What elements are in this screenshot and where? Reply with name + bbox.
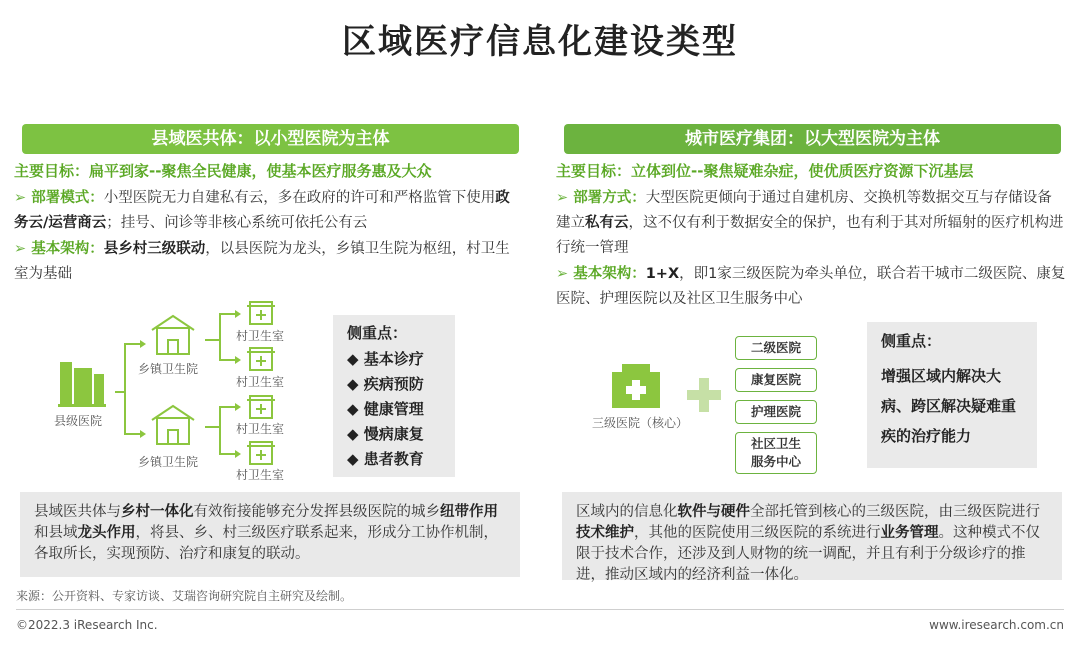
- village-clinic-icon: [247, 396, 275, 418]
- right-banner: 城市医疗集团：以大型医院为主体: [564, 124, 1061, 154]
- arch-text: ，即1家三级医院为牵头单位，联合若干城市二级医院、康复医院、护理医院以及社区卫生服务中心: [556, 266, 1066, 307]
- right-summary: 区域内的信息化软件与硬件全部托管到核心的三级医院，由三级医院进行技术维护，其他的医院使用三级医院的系统进行业务管理。这种模式不仅限于技术合作，还涉及到人财物的统一调配，并且有利于分级诊疗的推进，推动区域内的经济利益一体化。: [562, 492, 1062, 580]
- deploy-text: 大型医院更倾向于通过自建机房、交换机等数据交互与存储设备建立: [556, 190, 1052, 231]
- village-label: 村卫生室: [236, 468, 285, 482]
- deploy-bold: 私有云: [585, 215, 629, 231]
- deploy-text-2: ；挂号、问诊等非核心系统可依托公有云: [106, 215, 368, 231]
- level-box: 社区卫生服务中心: [735, 432, 817, 474]
- focus-item: ◆ 基本诊疗: [347, 350, 424, 368]
- right-arch: [556, 262, 1066, 312]
- arch-bold: 1+X: [645, 266, 680, 282]
- left-goal: 主要目标：扁平到家--聚焦全民健康，使基本医疗服务惠及大众: [14, 162, 432, 180]
- level-box: 二级医院: [735, 336, 817, 360]
- plus-icon: [687, 378, 721, 412]
- deploy-bold: 政务云/运营商云: [14, 190, 510, 231]
- focus-item: ◆ 疾病预防: [347, 375, 424, 393]
- footer-divider: [16, 609, 1064, 610]
- right-goal: 主要目标：立体到位--聚焦疑难杂症，使优质医疗资源下沉基层: [556, 162, 974, 180]
- arch-text: ，以县医院为龙头，乡镇卫生院为枢纽，村卫生室为基础: [14, 241, 510, 282]
- core-hospital-diagram: [600, 360, 730, 420]
- level-box: 康复医院: [735, 368, 817, 392]
- village-label: 村卫生室: [236, 422, 285, 436]
- focus-text: 增强区域内解决大病、跨区解决疑难重疾的治疗能力: [881, 367, 1017, 445]
- village-label: 村卫生室: [236, 329, 285, 343]
- focus-header: 侧重点：: [881, 332, 942, 350]
- village-label: 村卫生室: [236, 375, 285, 389]
- township-clinic-icon: [152, 406, 194, 444]
- page-title: 区域医疗信息化建设类型: [342, 22, 738, 62]
- deploy-label: 部署模式：: [31, 190, 104, 206]
- village-clinic-icon: [247, 302, 275, 324]
- left-deploy: [14, 186, 519, 236]
- deploy-text: 小型医院无力自建私有云，多在政府的许可和严格监管下使用: [103, 190, 496, 206]
- arrow-bullet-icon: ➢: [14, 190, 32, 206]
- arrow-bullet-icon: ➢: [14, 241, 32, 257]
- village-clinic-icon: [247, 348, 275, 370]
- core-hospital-label: 三级医院（核心）: [592, 416, 689, 430]
- deploy-label: 部署方式：: [573, 190, 646, 206]
- right-focus-box: [867, 322, 1037, 468]
- arch-label: 基本架构：: [31, 241, 104, 257]
- arch-bold: 县乡村三级联动: [103, 241, 206, 257]
- focus-item: ◆ 健康管理: [347, 400, 424, 418]
- focus-item: ◆ 慢病康复: [347, 425, 424, 443]
- left-banner: 县域医共体：以小型医院为主体: [22, 124, 519, 154]
- left-focus-box: [333, 315, 455, 477]
- hospital-building-icon: [58, 362, 106, 407]
- township-clinic-icon: [152, 316, 194, 354]
- focus-header: 侧重点：: [347, 324, 408, 342]
- left-summary: 县域医共体与乡村一体化有效衔接能够充分发挥县级医院的城乡纽带作用和县域龙头作用，将县、乡、村三级医疗联系起来，形成分工协作机制，各取所长，实现预防、治疗和康复的联动。: [20, 492, 520, 577]
- deploy-text-2: ，这不仅有利于数据安全的保护，也有利于其对所辐射的医疗机构进行统一管理: [556, 215, 1064, 256]
- village-clinic-icon: [247, 442, 275, 464]
- website-link[interactable]: www.iresearch.com.cn: [929, 618, 1064, 632]
- level-box: 护理医院: [735, 400, 817, 424]
- source-note: 来源：公开资料、专家访谈、艾瑞咨询研究院自主研究及绘制。: [16, 589, 353, 603]
- copyright: ©2022.3 iResearch Inc.: [16, 618, 158, 632]
- county-hospital-label: 县级医院: [54, 414, 103, 428]
- arrow-bullet-icon: ➢: [556, 266, 574, 282]
- right-deploy: [556, 186, 1066, 261]
- focus-item: ◆ 患者教育: [347, 450, 424, 468]
- arrow-bullet-icon: ➢: [556, 190, 574, 206]
- arch-label: 基本架构：: [573, 266, 646, 282]
- left-arch: [14, 237, 519, 287]
- township-label: 乡镇卫生院: [138, 362, 199, 376]
- township-label: 乡镇卫生院: [138, 455, 199, 469]
